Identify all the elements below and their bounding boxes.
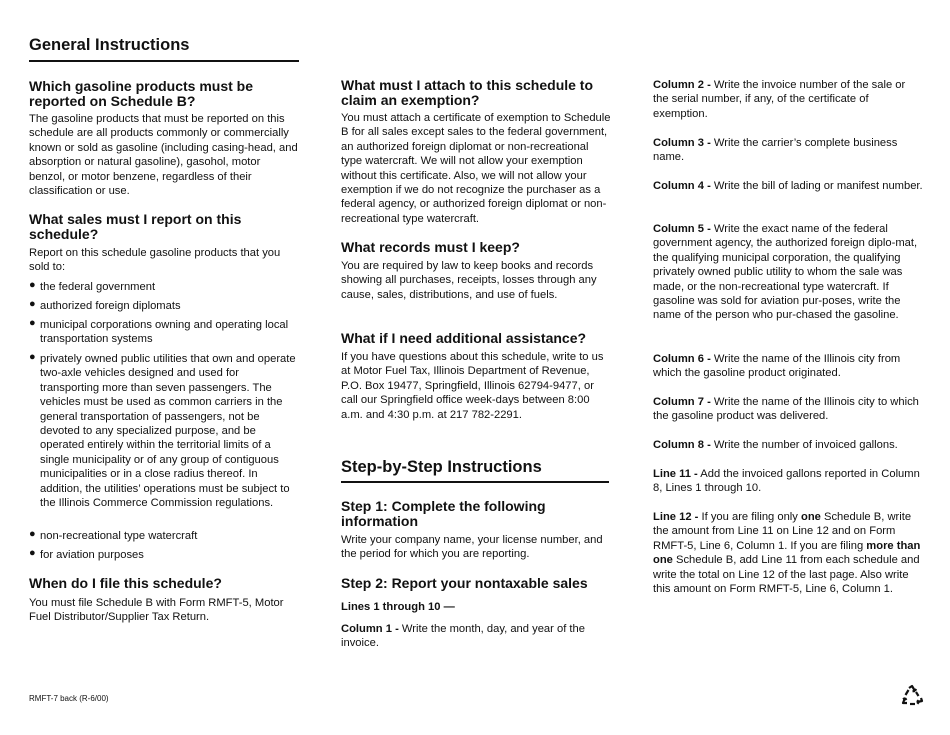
bullet-icon: ● <box>29 298 36 310</box>
column4-label: Column 4 - <box>653 180 711 192</box>
column7-instruction <box>653 395 923 424</box>
column6-text: Write the name of the Illinois city from which the gasoline product originated. <box>653 353 901 380</box>
line12-emphasis-more: more than one <box>653 539 921 567</box>
column6-instruction <box>653 352 923 381</box>
column5-label: Column 5 - <box>653 223 711 235</box>
column1-label: Column 1 - <box>341 623 399 635</box>
q6-heading: What if I need additional assistance? <box>341 330 587 346</box>
recycle-icon <box>900 684 924 708</box>
line12-text-2: Schedule B, write the amount from Line 11 on Line 12 and on Form RMFT-5, Line 6, Column 1. If you are filing <box>653 511 912 552</box>
q1-body: The gasoline products that must be reported on this schedule are all products commonly or commercially known or sold as gasoline (including casing-head, and absorption or natural gasoline), gasohol, motor benzol, or motor benzene, regardless of their classification or use. <box>29 113 298 198</box>
q5-heading: What records must I keep? <box>341 239 520 255</box>
list-item: for aviation purposes <box>40 549 144 561</box>
step1-heading: Step 1: Complete the following information <box>341 498 546 529</box>
bullet-icon: ● <box>29 317 36 329</box>
list-item: non-recreational type watercraft <box>40 530 198 542</box>
line12-text-1: If you are filing only <box>701 511 798 523</box>
q4-body: You must attach a certificate of exemption to Schedule B for all sales except sales to the federal government, an authorized foreign diplomat or non-recreational type watercraft. We will not allow your exemption without this certificate. Also, we will not allow your exemption if we do not recognize the purchaser as a federal agency, or authorized foreign diplomat or non-recreational type watercraft. <box>341 112 611 225</box>
q5-body: You are required by law to keep books and records showing all purchases, receipts, losses through any cause, sales, distributions, and use of fuels. <box>341 260 597 301</box>
bullet-icon: ● <box>29 528 36 540</box>
q3-heading: When do I file this schedule? <box>29 575 222 591</box>
steps-title: Step-by-Step Instructions <box>341 458 542 476</box>
q2-heading: What sales must I report on this schedule? <box>29 211 242 242</box>
column4-text: Write the bill of lading or manifest number. <box>713 180 923 192</box>
steps-rule <box>341 481 609 483</box>
list-item: privately owned public utilities that own and operate two-axle vehicles designed and used for transporting more than seven passengers. The vehicles must be used as common carriers in the general transportation of passengers, not be devoted to any specialized purpose, and be operated entirely within the territorial limits of a single municipality or of any group of contiguous municipalities or in a close radius thereof. In addition, the utilities’ operations must be subject to the Illinois Commerce Commission regulations. <box>40 353 296 510</box>
general-instructions-title: General Instructions <box>29 36 190 54</box>
column2-instruction <box>653 78 923 121</box>
column7-label: Column 7 - <box>653 396 711 408</box>
line12-emphasis-one: one <box>801 511 821 523</box>
line11-text: Add the invoiced gallons reported in Column 8, Lines 1 through 10. <box>653 468 920 495</box>
line12-instruction <box>653 510 923 596</box>
q1-heading: Which gasoline products must be reported on Schedule B? <box>29 78 254 109</box>
column1-text: Write the month, day, and year of the invoice. <box>341 623 585 650</box>
line11-label: Line 11 - <box>653 468 698 480</box>
column2-text: Write the invoice number of the sale or the serial number, if any, of the certificate of exemption. <box>653 79 906 120</box>
q6-body: If you have questions about this schedule, write to us at Motor Fuel Tax, Illinois Department of Revenue, P.O. Box 19477, Springfield, Illinois 62794-9477, or call our Springfield office week-days between 8:00 a.m. and 4:30 p.m. at 217 782-2291. <box>341 351 604 421</box>
column6-label: Column 6 - <box>653 353 711 365</box>
step1-body: Write your company name, your license number, and the period for which you are reporting. <box>341 534 603 561</box>
bullet-icon: ● <box>29 547 36 559</box>
step2-heading: Step 2: Report your nontaxable sales <box>341 575 588 591</box>
column1-instruction <box>341 622 611 651</box>
line11-instruction <box>653 467 923 496</box>
column3-text: Write the carrier’s complete business name. <box>653 137 898 164</box>
column2-label: Column 2 - <box>653 79 711 91</box>
list-item: authorized foreign diplomats <box>40 300 181 312</box>
line12-label: Line 12 - <box>653 511 699 523</box>
column8-text: Write the number of invoiced gallons. <box>713 439 898 451</box>
column5-instruction <box>653 222 923 323</box>
list-item: municipal corporations owning and operating local transportation systems <box>40 319 289 346</box>
bullet-icon: ● <box>29 279 36 291</box>
q3-body: You must file Schedule B with Form RMFT-5, Motor Fuel Distributor/Supplier Tax Return. <box>29 597 284 624</box>
column8-instruction <box>653 438 923 452</box>
column5-text: Write the exact name of the federal government agency, the authorized foreign diplo-mat, the qualifying municipal corporation, the qualifying privately owned public utility to whom the sale was made, or the non-recreational type watercraft. If gasoline was sold for aviation pur-poses, write the name of the person who pur-chased the gasoline. <box>653 223 918 322</box>
q4-heading: What must I attach to this schedule to claim an exemption? <box>341 77 594 108</box>
lines-label: Lines 1 through 10 — <box>341 601 455 613</box>
q2-intro: Report on this schedule gasoline products that you sold to: <box>29 247 281 274</box>
column8-label: Column 8 - <box>653 439 711 451</box>
column3-instruction <box>653 136 923 165</box>
column7-text: Write the name of the Illinois city to which the gasoline product was delivered. <box>653 396 919 423</box>
list-item: the federal government <box>40 281 156 293</box>
column3-label: Column 3 - <box>653 137 711 149</box>
form-id-footer: RMFT-7 back (R-6/00) <box>29 694 109 703</box>
column4-instruction <box>653 179 923 193</box>
title-rule <box>29 60 299 62</box>
bullet-icon: ● <box>29 351 36 363</box>
line12-text-3: Schedule B, add Line 11 from each schedule and write the total on Line 12 of the last page. Also write this amount on Form RMFT-5, Line 6, Column 1. <box>653 554 920 596</box>
